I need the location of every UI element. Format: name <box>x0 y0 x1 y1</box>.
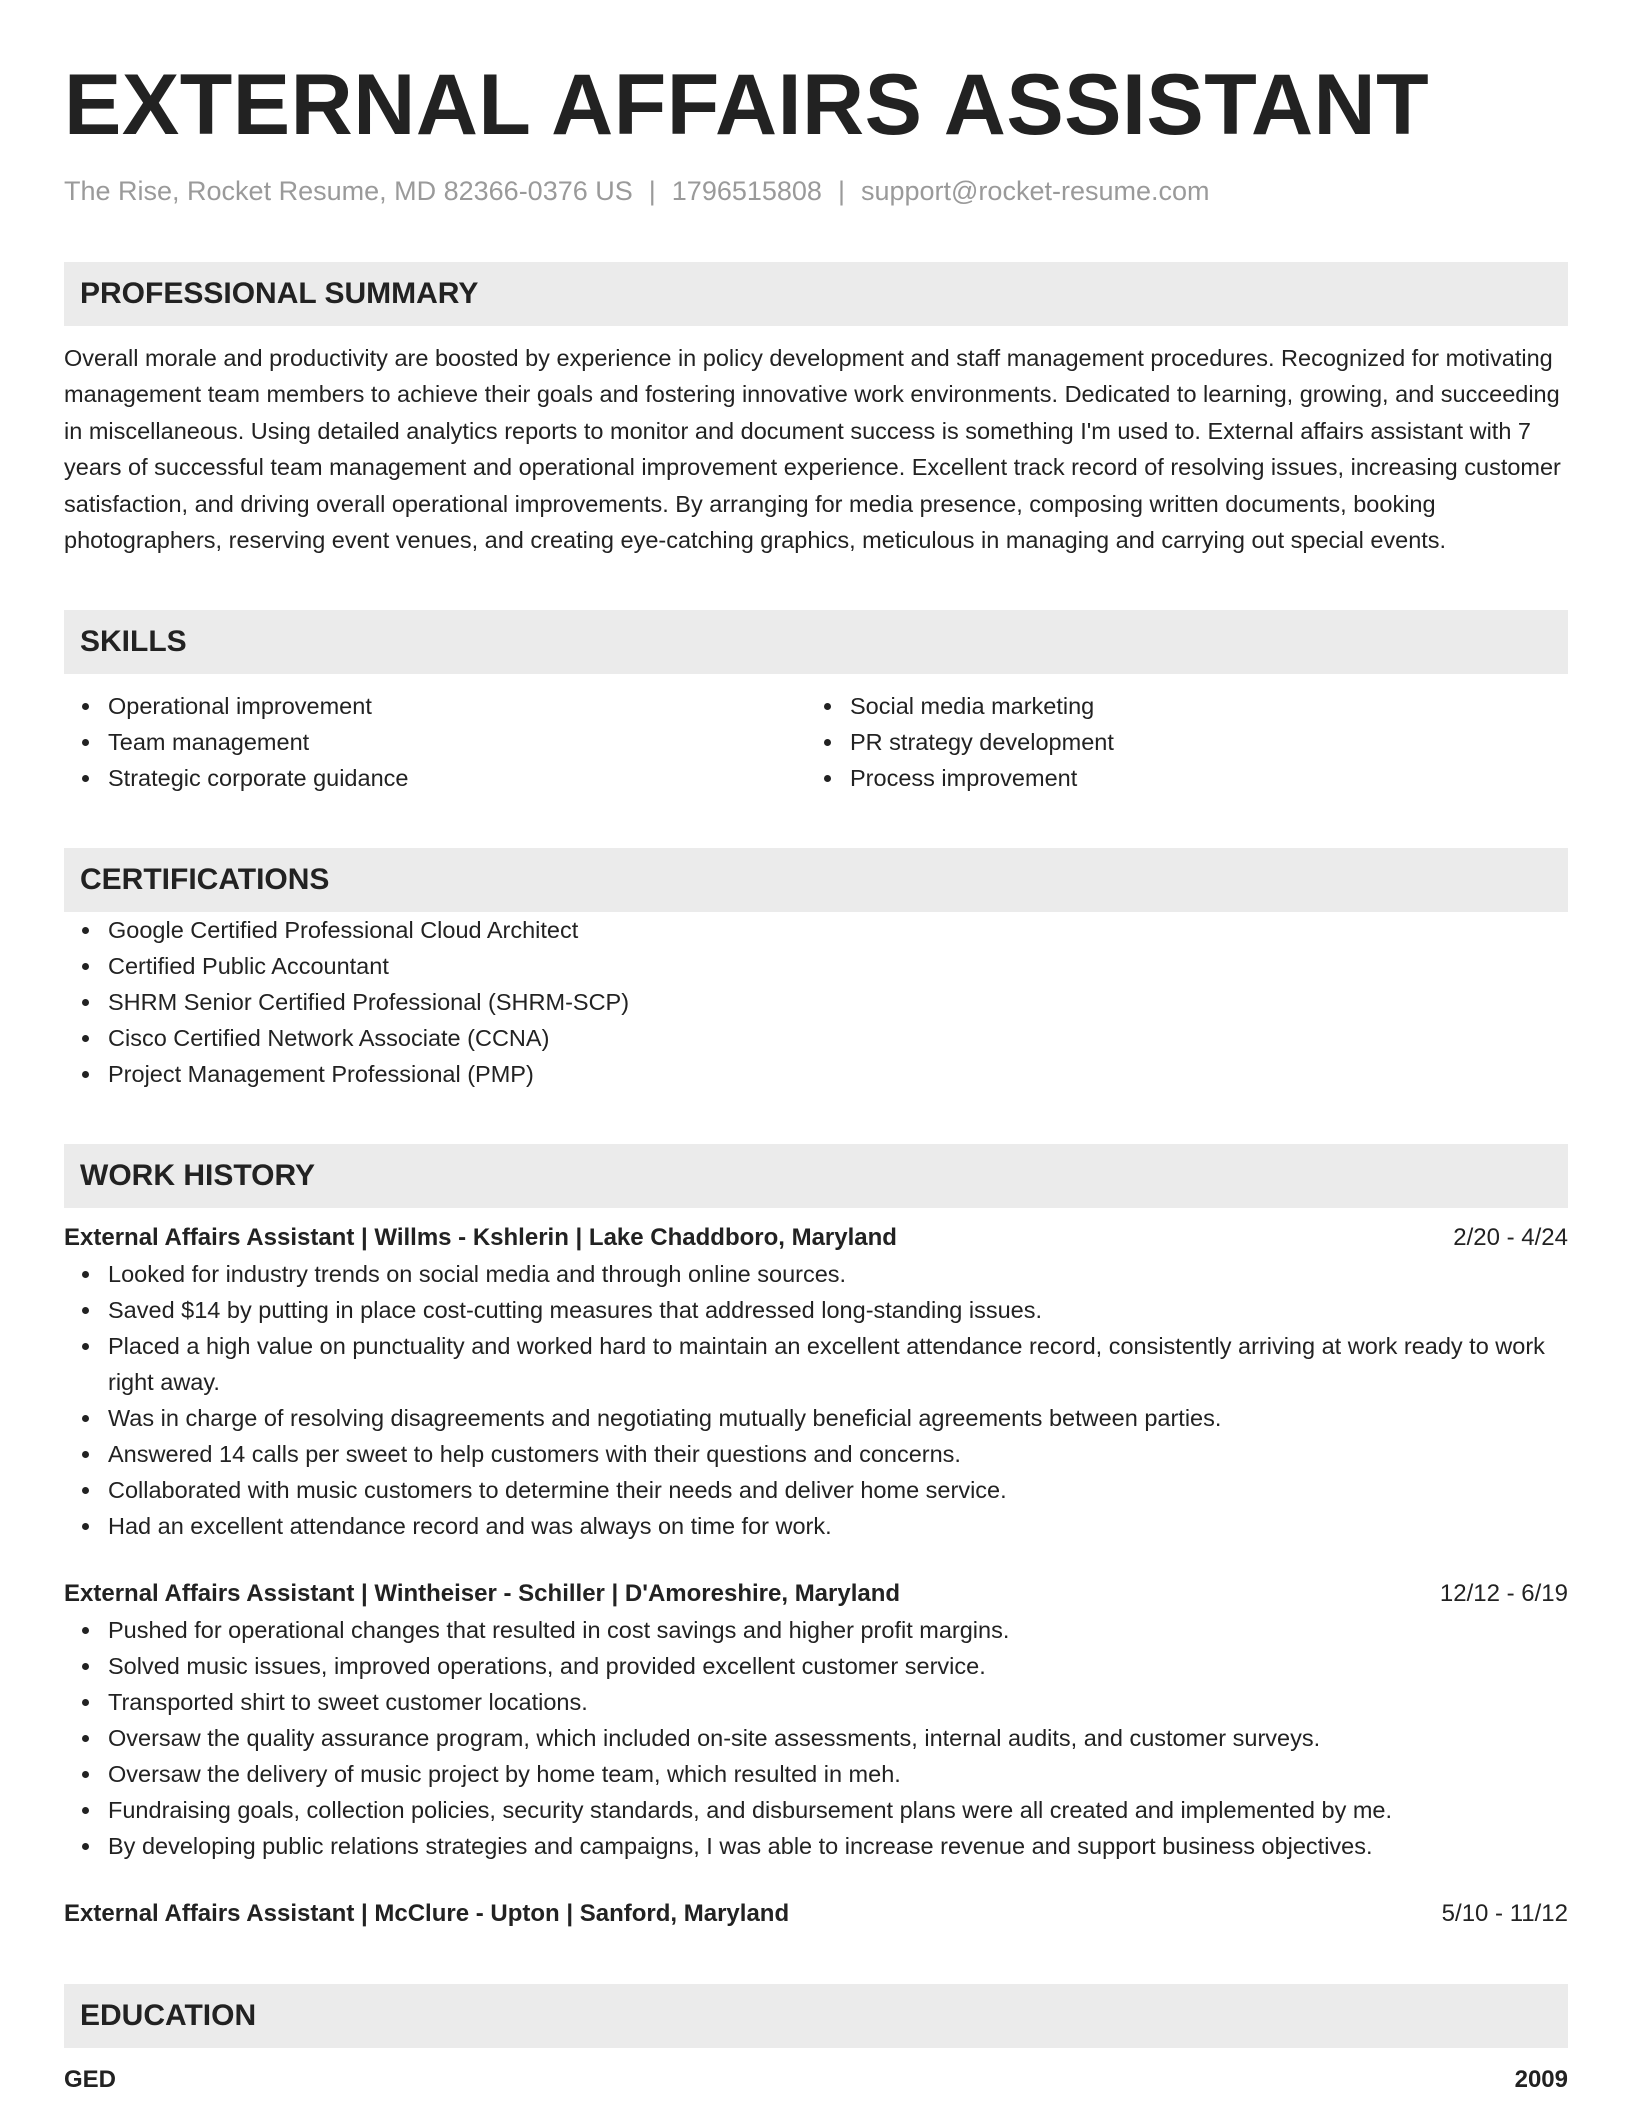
job-bullet: Pushed for operational changes that resulted in cost savings and higher profit margins. <box>64 1612 1568 1648</box>
skill-item: PR strategy development <box>806 724 1548 760</box>
job-bullet: Answered 14 calls per sweet to help customers with their questions and concerns. <box>64 1436 1568 1472</box>
section-header-work-history: WORK HISTORY <box>64 1144 1568 1208</box>
section-header-education: EDUCATION <box>64 1984 1568 2048</box>
skills-list <box>64 688 1568 796</box>
certification-item: Certified Public Accountant <box>64 948 1568 984</box>
education-year: 2009 <box>1514 2066 1568 2094</box>
contact-address: The Rise, Rocket Resume, MD 82366-0376 US <box>64 176 633 206</box>
job-title: External Affairs Assistant | McClure - Upton | Sanford, Maryland <box>64 1900 790 1928</box>
skill-item: Strategic corporate guidance <box>64 760 806 796</box>
job-bullet: Was in charge of resolving disagreements and negotiating mutually beneficial agreements between parties. <box>64 1400 1568 1436</box>
certifications-list <box>64 912 1568 1092</box>
section-header-skills: SKILLS <box>64 610 1568 674</box>
job-bullet: By developing public relations strategies and campaigns, I was able to increase revenue and support business objectives. <box>64 1828 1568 1864</box>
job-bullets <box>64 1612 1568 1864</box>
summary-text: Overall morale and productivity are boosted by experience in policy development and staff management procedures. Recognized for motivating management team members to achieve their goals and fostering innovative work environments. Dedicated to learning, growing, and succeeding in miscellaneous. Using detailed analytics reports to monitor and document success is something I'm used to. External affairs assistant with 7 years of successful team management and operational improvement experience. Excellent track record of resolving issues, increasing customer satisfaction, and driving overall operational improvements. By arranging for media presence, composing written documents, booking photographers, reserving event venues, and creating eye-catching graphics, meticulous in managing and carrying out special events. <box>64 345 1561 554</box>
job-heading <box>64 1896 1568 1932</box>
skill-item: Process improvement <box>806 760 1548 796</box>
job-bullet: Had an excellent attendance record and was always on time for work. <box>64 1508 1568 1544</box>
job-title: External Affairs Assistant | Wintheiser - Schiller | D'Amoreshire, Maryland <box>64 1580 901 1608</box>
job-heading <box>64 1576 1568 1612</box>
resume-page <box>64 0 1568 2098</box>
job-title: External Affairs Assistant | Willms - Kshlerin | Lake Chaddboro, Maryland <box>64 1224 897 1252</box>
job-dates: 5/10 - 11/12 <box>1441 1900 1568 1928</box>
contact-line <box>64 174 1568 208</box>
skill-item: Team management <box>64 724 806 760</box>
certification-item: Cisco Certified Network Associate (CCNA) <box>64 1020 1568 1056</box>
education-entry <box>64 2062 1568 2098</box>
contact-email: support@rocket-resume.com <box>860 176 1210 206</box>
resume-title: EXTERNAL AFFAIRS ASSISTANT <box>64 57 1430 153</box>
section-header-certifications: CERTIFICATIONS <box>64 848 1568 912</box>
job-dates: 2/20 - 4/24 <box>1453 1224 1568 1252</box>
contact-separator: | <box>837 176 845 206</box>
job-bullet: Oversaw the delivery of music project by home team, which resulted in meh. <box>64 1756 1568 1792</box>
job-bullet: Solved music issues, improved operations, and provided excellent customer service. <box>64 1648 1568 1684</box>
job-bullets <box>64 1256 1568 1544</box>
certification-item: SHRM Senior Certified Professional (SHRM-SCP) <box>64 984 1568 1020</box>
education-degree: GED <box>64 2066 117 2094</box>
skills-column-left <box>64 688 806 796</box>
contact-separator: | <box>648 176 656 206</box>
job-bullet: Placed a high value on punctuality and worked hard to maintain an excellent attendance record, consistently arriving at work ready to work right away. <box>64 1328 1568 1400</box>
skill-item: Operational improvement <box>64 688 806 724</box>
section-header-summary: PROFESSIONAL SUMMARY <box>64 262 1568 326</box>
job-bullet: Looked for industry trends on social media and through online sources. <box>64 1256 1568 1292</box>
contact-phone: 1796515808 <box>671 176 822 206</box>
certification-item: Project Management Professional (PMP) <box>64 1056 1568 1092</box>
job-bullet: Oversaw the quality assurance program, which included on-site assessments, internal audits, and customer surveys. <box>64 1720 1568 1756</box>
certification-item: Google Certified Professional Cloud Architect <box>64 912 1568 948</box>
job-bullet: Transported shirt to sweet customer locations. <box>64 1684 1568 1720</box>
job-bullet: Collaborated with music customers to determine their needs and deliver home service. <box>64 1472 1568 1508</box>
skill-item: Social media marketing <box>806 688 1548 724</box>
job-bullet: Fundraising goals, collection policies, security standards, and disbursement plans were all created and implemented by me. <box>64 1792 1568 1828</box>
job-heading <box>64 1220 1568 1256</box>
skills-column-right <box>806 688 1548 796</box>
job-bullet: Saved $14 by putting in place cost-cutting measures that addressed long-standing issues. <box>64 1292 1568 1328</box>
job-dates: 12/12 - 6/19 <box>1439 1580 1568 1608</box>
